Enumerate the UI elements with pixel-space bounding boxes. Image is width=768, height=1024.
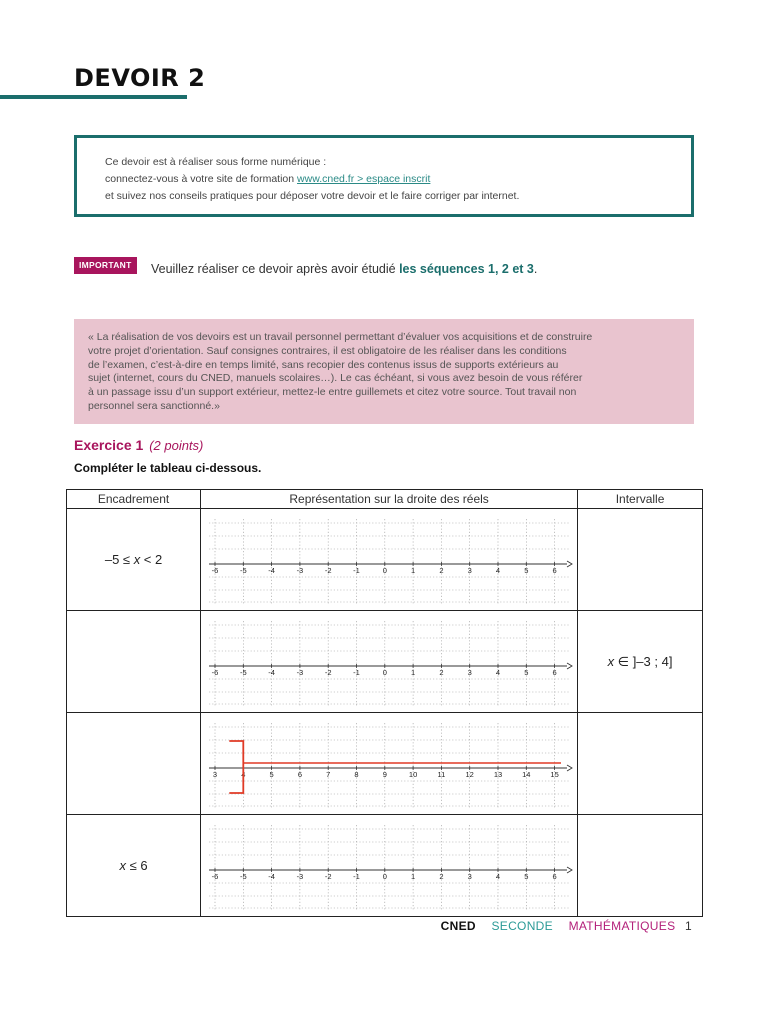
notice-line: votre projet d’orientation. Sauf consignes contraires, il est obligatoire de les réaliser dans les conditions <box>88 344 567 357</box>
number-line-cell <box>201 713 578 815</box>
table-row <box>67 509 703 611</box>
tick-label: -1 <box>353 872 360 881</box>
tick-label: -3 <box>296 566 304 575</box>
tick-label: 0 <box>382 872 387 881</box>
tick-label: -4 <box>268 668 276 677</box>
exercise-instruction: Compléter le tableau ci-dessous. <box>74 461 262 475</box>
tick-label: -1 <box>353 566 360 575</box>
tick-label: 2 <box>439 668 444 677</box>
intervalle-value: ∈ ]–3 ; 4] <box>614 653 673 669</box>
tick-label: -2 <box>324 566 332 575</box>
tick-label: -6 <box>211 872 219 881</box>
header-intervalle: Intervalle <box>578 490 703 509</box>
encadrement-cell[interactable] <box>67 815 201 917</box>
arrow-right-icon <box>567 561 572 567</box>
intervalle-cell[interactable] <box>578 509 703 611</box>
tick-label: 6 <box>552 566 557 575</box>
tick-label: 11 <box>437 770 446 779</box>
encadrement-post: ≤ 6 <box>126 858 148 873</box>
tick-label: 5 <box>524 872 529 881</box>
cned-link[interactable]: www.cned.fr > espace inscrit <box>297 173 431 185</box>
table-header-row <box>67 490 703 509</box>
tick-label: -4 <box>268 872 276 881</box>
encadrement-cell[interactable] <box>67 611 201 713</box>
interval-table <box>66 489 703 917</box>
academic-integrity-notice <box>74 319 694 424</box>
number-line <box>201 509 577 610</box>
tick-label: -4 <box>268 566 276 575</box>
tick-label: -6 <box>211 566 219 575</box>
page-title: DEVOIR 2 <box>74 64 206 92</box>
tick-label: 3 <box>467 872 472 881</box>
table-row <box>67 611 703 713</box>
tick-label: 9 <box>382 770 387 779</box>
table-row <box>67 713 703 815</box>
notice-line: « La réalisation de vos devoirs est un travail personnel permettant d’évaluer vos acquisitions et de construire <box>88 331 593 343</box>
exercise-points: (2 points) <box>149 438 204 453</box>
intervalle-cell[interactable] <box>578 815 703 917</box>
submission-info-box <box>74 135 694 217</box>
tick-label: -5 <box>240 566 247 575</box>
intervalle-cell[interactable] <box>578 713 703 815</box>
encadrement-pre: –5 ≤ <box>104 552 134 567</box>
tick-label: -5 <box>240 872 247 881</box>
tick-label: 0 <box>382 566 387 575</box>
exercise-title <box>74 437 203 453</box>
footer-page-number: 1 <box>685 919 692 933</box>
tick-label: -1 <box>353 668 360 677</box>
tick-label: 14 <box>522 770 531 779</box>
intervalle-cell[interactable] <box>578 611 703 713</box>
important-text-main: Veuillez réaliser ce devoir après avoir étudié <box>151 262 396 276</box>
notice-line: à un passage issu d’un support extérieur, mettez-le entre guillemets et citez votre source. Tout travail non <box>88 386 577 399</box>
tick-label: 3 <box>467 668 472 677</box>
important-text <box>151 262 537 276</box>
tick-label: -5 <box>240 668 247 677</box>
important-sequences: les séquences 1, 2 et 3 <box>399 262 534 276</box>
number-line-cell <box>201 611 578 713</box>
interval-bracket <box>229 741 246 793</box>
tick-label: -3 <box>296 668 304 677</box>
number-line <box>201 815 577 916</box>
table-row <box>67 815 703 917</box>
encadrement-cell[interactable] <box>67 713 201 815</box>
tick-label: 4 <box>496 566 501 575</box>
header-encadrement: Encadrement <box>67 490 201 509</box>
info-line-2-text: connectez-vous à votre site de formation <box>105 173 295 185</box>
tick-label: -6 <box>211 668 219 677</box>
encadrement-x: x <box>133 552 141 567</box>
tick-label: 15 <box>550 770 559 779</box>
tick-label: 5 <box>524 566 529 575</box>
tick-label: 3 <box>213 770 218 779</box>
intervalle-x: x <box>607 653 615 669</box>
tick-label: 6 <box>552 668 557 677</box>
tick-label: 10 <box>409 770 418 779</box>
tick-label: 2 <box>439 566 444 575</box>
tick-label: 12 <box>465 770 474 779</box>
info-line-2 <box>105 171 691 188</box>
important-end: . <box>533 262 538 276</box>
number-line-cell <box>201 509 578 611</box>
tick-label: 6 <box>552 872 557 881</box>
arrow-right-icon <box>567 765 572 771</box>
tick-label: 0 <box>382 668 387 677</box>
header-representation: Représentation sur la droite des réels <box>201 490 578 509</box>
tick-label: 4 <box>241 770 246 779</box>
footer-level: SECONDE <box>491 919 553 933</box>
tick-label: 13 <box>493 770 503 779</box>
tick-label: 1 <box>411 566 416 575</box>
info-line-1: Ce devoir est à réaliser sous forme numérique : <box>105 156 327 168</box>
tick-label: 5 <box>269 770 274 779</box>
tick-label: -2 <box>324 668 332 677</box>
tick-label: 5 <box>524 668 529 677</box>
encadrement-cell[interactable] <box>67 509 201 611</box>
footer-cned: CNED <box>440 919 476 933</box>
encadrement-post: < 2 <box>140 552 163 567</box>
tick-label: 2 <box>439 872 444 881</box>
tick-label: 1 <box>411 668 416 677</box>
page-footer <box>441 919 692 933</box>
number-line-cell <box>201 815 578 917</box>
footer-subject: MATHÉMATIQUES <box>568 919 676 933</box>
tick-label: 8 <box>354 770 359 779</box>
notice-line: personnel sera sanctionné.» <box>88 399 220 412</box>
tick-label: 3 <box>467 566 472 575</box>
encadrement-x: x <box>119 858 126 873</box>
notice-line: de l’examen, c’est-à-dire en temps limité, sans recopier des contenus issus de supports extérieurs au <box>88 358 559 371</box>
tick-label: 6 <box>297 770 303 779</box>
tick-label: -3 <box>296 872 304 881</box>
tick-label: 4 <box>496 668 501 677</box>
info-line-3: et suivez nos conseils pratiques pour déposer votre devoir et le faire corriger par internet. <box>105 190 520 202</box>
notice-line: sujet (internet, cours du CNED, manuels scolaires…). Le cas échéant, si vous avez besoin de vous référer <box>88 372 583 385</box>
important-badge: IMPORTANT <box>74 257 137 274</box>
number-line <box>201 611 577 712</box>
tick-label: 1 <box>411 872 416 881</box>
tick-label: 7 <box>326 770 331 779</box>
exercise-label: Exercice 1 <box>74 437 144 453</box>
arrow-right-icon <box>567 867 572 873</box>
tick-label: 4 <box>496 872 501 881</box>
arrow-right-icon <box>567 663 572 669</box>
title-underline <box>0 95 187 99</box>
tick-label: -2 <box>324 872 332 881</box>
number-line <box>201 713 577 814</box>
